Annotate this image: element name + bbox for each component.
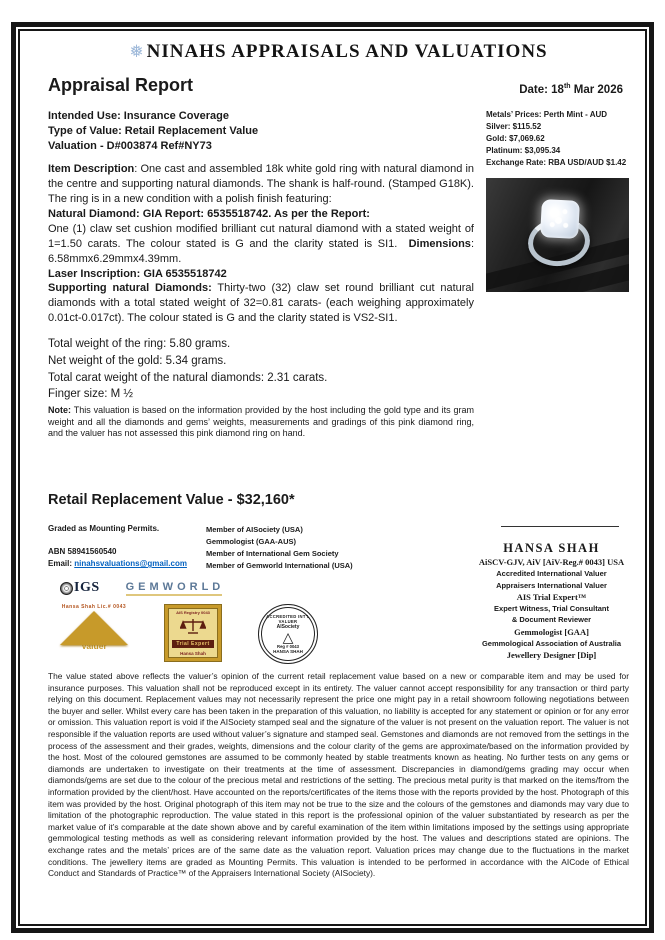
date-suffix: Mar 2026 — [570, 84, 623, 96]
signature-block — [474, 524, 629, 664]
valuation-note — [48, 405, 474, 440]
igs-emblem-icon — [60, 582, 73, 595]
metals-heading: Metals’ Prices: Perth Mint - AUD — [486, 110, 608, 119]
natural-diamond-section — [48, 207, 474, 327]
silver-price: Silver: $115.52 — [486, 122, 542, 131]
stamp-arc-text: ACCREDITED INT'L VALUER — [266, 614, 310, 625]
seal-registry-text: AIS Registry 0043 — [176, 610, 210, 616]
date-ordinal: th — [563, 83, 571, 91]
stamp-triangle-icon: △ — [282, 629, 294, 646]
memberships-list — [206, 524, 406, 572]
footer-left-wrap — [48, 524, 474, 664]
signatory-credential: & Document Reviewer — [511, 615, 592, 625]
signatory-credential: Expert Witness, Trial Consultant — [494, 604, 609, 614]
gold-triangle-icon — [60, 611, 128, 645]
gemworld-logo — [126, 581, 225, 596]
metals-photo-column — [474, 109, 629, 440]
finger-size: Finger size: M ½ — [48, 388, 133, 401]
business-info — [48, 524, 206, 572]
aisociety-valuer-seal — [48, 604, 140, 651]
ring-diamond-head — [540, 199, 580, 239]
membership-item: Gemmologist (GAA-AUS) — [206, 537, 296, 547]
note-label: Note: — [48, 405, 71, 416]
natural-diamond-text: One (1) claw set cushion modified brilliant cut natural diamond with a stated weight of 1=1.50 carats. The colour stated is G and the clarity stated is SI1. — [48, 222, 474, 250]
membership-item: Member of AISociety (USA) — [206, 525, 303, 535]
platinum-price: Platinum: $3,095.34 — [486, 146, 561, 155]
item-description — [48, 162, 474, 207]
gold-price: Gold: $7,069.62 — [486, 134, 545, 143]
supporting-diamonds-label: Supporting natural Diamonds: — [48, 282, 212, 295]
valuation-meta — [48, 109, 474, 154]
dimensions-label: Dimensions — [408, 237, 471, 250]
accredited-valuer-stamp — [258, 604, 318, 664]
net-gold-weight: Net weight of the gold: 5.34 grams. — [48, 355, 227, 368]
stamp-aisociety-text: AISociety — [276, 624, 300, 631]
item-description-text: : One cast and assembled 18k white gold ring with natural diamond in the centre and supporting natural diamonds. The shank is half-round. (Stamped G18K). The ring is in a new condition with a polish finish featuring: — [48, 162, 475, 205]
seal-name-text: Hansa Shah — [180, 651, 206, 657]
trial-expert-seal — [164, 604, 222, 662]
signatory-credential: AiSCV-GJV, AiV [AiV-Reg.# 0043] USA — [478, 557, 625, 568]
signatory-credential: Accredited International Valuer — [496, 569, 607, 579]
signatory-credential: Gemmological Association of Australia — [481, 639, 622, 649]
natural-diamond-heading: Natural Diamond: GIA Report: 6535518742. As per the Report: — [48, 207, 370, 220]
description-column — [48, 109, 474, 440]
retail-replacement-value: Retail Replacement Value - $32,160* — [48, 492, 295, 509]
gemworld-logo-text: GEMWORLD — [125, 580, 225, 593]
trial-expert-banner: Trial Expert — [172, 640, 213, 648]
seal-licence-text: Hansa Shah Lic.# 0043 — [61, 604, 127, 611]
disclaimer-text: The value stated above reflects the valuer’s opinion of the current retail replacement value based on a new or comparable item and may be used for insurance purposes. This valuation shall not be reproduced except in its entirety. The valuer cannot accept responsibility for any transaction or third party relying on this document. Replacement values may not necessarily represent the price one might pay in a retail showroom following negotiations between the buyer and seller. Whilst every care has been taken in the preparation of this valuation, no liability is accepted for any statement or opinion or for any error or omission. This valuation report is void if the AISociety stamped seal and the signature of the valuer is not present on the valuation report. The valuer is not responsible if the valuation reports are used without valuer’s signature and stamped seal. Gemstones and diamonds are not removed from the settings in the process of the assessment and their grades, weights, dimensions and the colour clarity of the gems are approximate/based on the information provided by the host. Most of the coloured gemstones are assumed to be commonly heated by stable treatments known as heating. No further tests on any gems or diamonds are undertaken to investigate on their treatments at the time of assessment. Discrepancies in diamond/gems grading may occur when diamonds/gems are set due to the colour of the precious metal and restrictions of the setting. The precious metal purity is that marked on the items/from the information provided by the client/host. Have accounted on the reports/certificates of the items those with the reports provided by the host. Photograph of this item was provided by the host. Original photograph of this item may not be true to the size and the colours of the gemstones and diamonds may vary due to limitation of the photographic reproduction. The value stated in this report is the professional opinion of the valuer substantiated by research as per the market value of it’s comparable at the date shown above and by careful examination of the item within limitations imposed by the settings using appropriate gemmological testing methods as well as considering relevant information provided by the host. The values and descriptions stated are opinions. The exchange rates and the metals’ prices are of the same date as the valuation report. Valuation prices may change due to the fluctuations in the market conditions. The jewellery items are graded as Mounting Permits. This valuation is intended to be performed in accordance with the AICode of Ethical Conduct and Standards of Practice™ of the Appraisers International Society (AISociety). — [48, 671, 629, 879]
brand-name: NINAHS APPRAISALS AND VALUATIONS — [146, 41, 548, 62]
metals-prices — [486, 109, 629, 169]
totals-block — [48, 336, 474, 403]
total-carat-weight: Total carat weight of the natural diamonds: 2.31 carats. — [48, 371, 328, 384]
type-of-value: Type of Value: Retail Replacement Value — [48, 124, 259, 137]
email-label: Email: — [48, 559, 75, 569]
seal-valuer-text: Valuer — [81, 641, 107, 652]
report-header-row — [48, 75, 629, 96]
igs-logo — [60, 580, 100, 596]
valuation-ref: Valuation - D#003874 Ref#NY73 — [48, 139, 212, 152]
signatory-credential: Appraisers International Valuer — [496, 580, 607, 590]
stamp-name-text: HANSA SHAH — [273, 649, 303, 655]
item-description-label: Item Description — [48, 162, 135, 175]
report-date — [519, 83, 623, 96]
gemworld-tagline-bar — [126, 594, 222, 596]
abn-number: ABN 58941560540 — [48, 547, 117, 557]
valuer-seals — [48, 604, 474, 664]
email-line — [48, 559, 206, 568]
membership-item: Member of Gemworld International (USA) — [206, 561, 353, 571]
brand-header — [48, 41, 629, 63]
date-prefix: Date: 18 — [519, 84, 564, 96]
exchange-rate: Exchange Rate: RBA USD/AUD $1.42 — [486, 158, 627, 167]
signatory-credential: Jewellery Designer [Dip] — [506, 650, 597, 661]
laser-inscription: Laser Inscription: GIA 6535518742 — [48, 267, 227, 280]
supporting-diamonds-text: Thirty-two (32) claw set round brilliant cut natural diamonds with a total stated weight of 32=0.81 carats- (each weighing approximately 0.01ct-0.017ct). The colour stated is G and the clarity stated is VS2-SI1. — [48, 282, 474, 325]
signatory-credential: AIS Trial Expert™ — [516, 591, 587, 602]
trial-expert-seal-inner — [168, 608, 218, 658]
signatory-name: HANSA SHAH — [503, 541, 600, 556]
footer-section — [48, 524, 629, 664]
snowflake-logo-icon: ❅ — [129, 42, 145, 61]
footer-columns — [48, 524, 474, 572]
note-text: This valuation is based on the information provided by the host including the gold type and its gram weight and all the diamonds and gems’ weights, measurements and gradings of this pink diamond ring, and the valuer has not assessed this pink diamond ring on hand. — [48, 405, 474, 439]
main-content — [48, 109, 629, 440]
signature-line — [501, 526, 619, 527]
signatory-credential: Gemmologist [GAA] — [514, 626, 589, 637]
total-ring-weight: Total weight of the ring: 5.80 grams. — [48, 338, 231, 351]
page-title: Appraisal Report — [48, 75, 194, 95]
stamp-reg-text: Reg # 0043 — [277, 644, 299, 650]
igs-logo-text: IGS — [74, 580, 100, 596]
email-link[interactable]: ninahsvaluations@gmail.com — [74, 559, 187, 569]
membership-item: Member of International Gem Society — [206, 549, 339, 559]
document-inner-frame — [18, 29, 647, 926]
scales-of-justice-icon — [180, 618, 206, 636]
seal-aisociety-text: AISociety — [73, 631, 115, 642]
ring-photo — [486, 178, 629, 292]
graded-note: Graded as Mounting Permits. — [48, 524, 160, 534]
intended-use: Intended Use: Insurance Coverage — [48, 110, 229, 122]
dimensions-text: : 6.58mmx6.29mmx4.39mm. — [48, 237, 474, 265]
document-outer-frame — [11, 22, 654, 933]
association-logos — [60, 580, 474, 596]
